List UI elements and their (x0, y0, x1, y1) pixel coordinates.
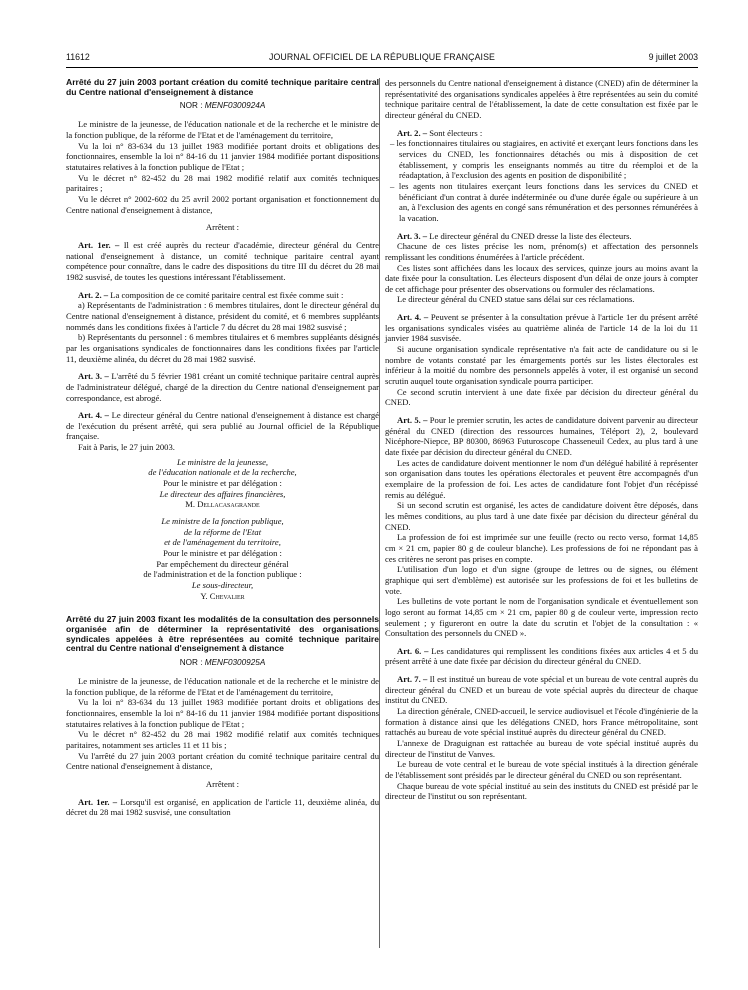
paragraph: Le ministre de la jeunesse, de l'éducation nationale et de la recherche et le ministre de la fonction publique, de la réforme de l'Etat et de l'aménagement du territoire, (66, 119, 379, 141)
paragraph: La profession de foi est imprimée sur une feuille (recto ou recto verso, format 14,85 cm × 21 cm, papier 80 g de couleur blanche). Les professions de foi ne répondant pas à ces critères ne seront pas prises en compte. (385, 532, 698, 564)
nor-reference: NOR : MENF0300924A (179, 101, 266, 111)
decree-title: Arrêté du 27 juin 2003 fixant les modalités de la consultation des personnels organisée afin de déterminer la représentativité des organisations syndicales appelées à être représentées au comité technique paritaire central du Centre national d'enseignement à distance (66, 614, 379, 654)
arrete-heading: Arrêtent : (205, 222, 240, 233)
paragraph: Vu le décret n° 82-452 du 28 mai 1982 modifié relatif aux comités techniques paritaires, notamment ses articles 11 et 11 bis ; (66, 729, 379, 750)
paragraph: L'annexe de Draguignan est rattachée au bureau de vote spécial institué auprès du directeur de l'institut de Vanves. (385, 738, 698, 759)
left-column (66, 78, 379, 818)
header-rule (66, 67, 698, 68)
article-4: Art. 4. – Peuvent se présenter à la consultation prévue à l'article 1er du présent arrêté les organisations syndicales visées au quatrième alinéa de l'article 14 de la loi du 11 janvier 1984 susvisée. (385, 312, 698, 344)
paragraph: Le directeur général du CNED statue sans délai sur ces réclamations. (397, 294, 635, 305)
paragraph: Le bureau de vote central et le bureau de vote spécial institués à la direction générale de l'établissement sont présidés par le directeur général du CNED ou son représentant. (385, 759, 698, 781)
paragraph: Chaque bureau de vote spécial institué au sein des instituts du CNED est présidé par le directeur de l'institut ou son représentant. (385, 780, 698, 802)
paragraph: a) Représentants de l'administration : 6 membres titulaires, dont le directeur général du Centre national d'enseignement à distance, président du comité, et 6 membres suppléants nommés dans les conditions fixées à l'article 7 du décret du 28 mai 1982 susvisé ; (66, 300, 379, 332)
article-1: Art. 1er. – Il est créé auprès du recteur d'académie, directeur général du Centre national d'enseignement à distance, un comité technique paritaire central ayant compétence pour connaître, dans le cadre des dispositions du titre III du décret du 28 mai 1982 susvisé, de toutes les questions intéressant l'établissement. (66, 239, 379, 282)
signature-block-1: Le ministre de la jeunesse, de l'éducation nationale et de la recherche, Pour le ministre et par délégation : Le directeur des affaires financières, M. Dellacasagrande (148, 456, 297, 510)
signature-block-2: Le ministre de la fonction publique, de la réforme de l'Etat et de l'aménagement du territoire, Pour le ministre et par délégation : Par empêchement du directeur général de l'administration et de la fonction publique : Le sous-directeur, Y. Chevalier (143, 516, 302, 601)
journal-title: JOURNAL OFFICIEL DE LA RÉPUBLIQUE FRANÇAISE (268, 52, 496, 62)
article-6: Art. 6. – Les candidatures qui remplissent les conditions fixées aux articles 4 et 5 du présent arrêté à une date fixée par décision du directeur général du CNED. (385, 645, 698, 667)
article-3: Art. 3. – Le directeur général du CNED dresse la liste des électeurs. (397, 230, 632, 241)
paragraph: Le ministre de la jeunesse, de l'éducation nationale et de la recherche et le ministre de la fonction publique, de la réforme de l'Etat et de l'aménagement du territoire, (66, 676, 379, 697)
arrete-heading: Arrêtent : (205, 778, 240, 789)
decree-title: Arrêté du 27 juin 2003 portant création du comité technique paritaire central du Centre national d'enseignement à distance (66, 77, 379, 97)
page-number: 11612 (66, 52, 90, 62)
paragraph: des personnels du Centre national d'enseignement à distance (CNED) afin de déterminer la représentativité des organisations syndicales appelées à être représentées au sein du comité technique paritaire central de l'établissement, la date de cette consultation est fixée par le directeur général du CNED. (385, 78, 698, 120)
paragraph: La direction générale, CNED-accueil, le service audiovisuel et l'école d'ingénierie de la formation à distance ainsi que les délégations CNED, hors France métropolitaine, sont rattachés au bureau de vote spécial institué auprès du directeur général du CNED. (385, 706, 698, 738)
right-column (385, 78, 698, 802)
paragraph: Vu le décret n° 82-452 du 28 mai 1982 modifié relatif aux comités techniques paritaires ; (66, 172, 379, 194)
paragraph: Ces listes sont affichées dans les locaux des services, quinze jours au moins avant la date fixée pour la consultation. Les électeurs disposent d'un délai de onze jours à compter de cet affichage pour présenter des observations ou formuler des réclamations. (385, 262, 698, 294)
article-1: Art. 1er. – Lorsqu'il est organisé, en application de l'article 11, deuxième alinéa, du décret du 28 mai 1982 susvisé, une consultation (66, 796, 379, 818)
article-3: Art. 3. – L'arrêté du 5 février 1981 créant un comité technique paritaire central auprès de l'administrateur délégué, chargé de la direction du Centre national d'enseignement par correspondance, est abrogé. (66, 371, 379, 403)
paragraph: Les bulletins de vote portant le nom de l'organisation syndicale et éventuellement son logo seront au format 14,85 cm × 21 cm, papier 80 g de couleur verte, impression recto seulement ; y figureront en outre la date du scrutin et l'objet de la consultation : « Consultation des personnels du CNED ». (385, 596, 698, 639)
paragraph: Chacune de ces listes précise les nom, prénom(s) et affectation des personnels remplissant les conditions énumérées à l'article précédent. (385, 241, 698, 262)
list-item: – les agents non titulaires exerçant leurs fonctions dans les services du CNED et bénéficiant d'un contrat à durée indéterminée ou d'une durée égale ou supérieure à un an, à l'exclusion des agents en congé sans rémunération et des personnes rémunérées à la vacation. (390, 180, 698, 223)
section-separator (66, 601, 379, 615)
paragraph: Vu la loi n° 83-634 du 13 juillet 1983 modifiée portant droits et obligations des fonctionnaires, ensemble la loi n° 84-16 du 11 janvier 1984 modifiée portant dispositions statutaires relatives à la fonction publique de l'Etat ; (66, 697, 379, 729)
nor-reference: NOR : MENF0300925A (179, 657, 266, 667)
paragraph: Ce second scrutin intervient à une date fixée par décision du directeur général du CNED. (385, 386, 698, 408)
paragraph: Les actes de candidature doivent mentionner le nom d'un délégué habilité à représenter son organisation dans toutes les opérations électorales et peuvent être accompagnés d'un exemplaire de la profession de foi. Les actes de candidature font l'objet d'un récépissé remis au délégué. (385, 457, 698, 500)
page-header (66, 52, 698, 66)
article-2: Art. 2. – Sont électeurs : (397, 127, 483, 138)
paragraph: Vu l'arrêté du 27 juin 2003 portant création du comité technique paritaire central du Centre national d'enseignement à distance, (66, 750, 379, 772)
article-7: Art. 7. – Il est institué un bureau de vote spécial et un bureau de vote central auprès du directeur général du CNED et un bureau de vote spécial auprès du directeur de chaque institut du CNED. (385, 674, 698, 706)
paragraph: L'utilisation d'un logo et d'un signe (groupe de lettres ou de signes, ou élément graphique qui sert d'emblème) est autorisée sur les professions de foi et les bulletins de vote. (385, 564, 698, 596)
paragraph: Vu la loi n° 83-634 du 13 juillet 1983 modifiée portant droits et obligations des fonctionnaires, ensemble la loi n° 84-16 du 11 janvier 1984 modifiée portant dispositions statutaires relatives à la fonction publique de l'Etat ; (66, 140, 379, 173)
article-5: Art. 5. – Pour le premier scrutin, les actes de candidature doivent parvenir au directeur général du CNED (direction des ressources humaines, Téléport 2), 2, boulevard Nicéphore-Niepce, BP 80300, 86963 Futuroscope Chasseneuil Cedex, au plus tard à une date fixée par décision du directeur général du CNED. (385, 415, 698, 457)
paragraph: Si un second scrutin est organisé, les actes de candidature doivent être déposés, dans les mêmes conditions, au plus tard à une date fixée par décision du directeur général du CNED. (385, 500, 698, 532)
signing-place-date: Fait à Paris, le 27 juin 2003. (78, 442, 175, 453)
list-item: – les fonctionnaires titulaires ou stagiaires, en activité et exerçant leurs fonctions dans les services du CNED, les fonctionnaires détachés ou mis à disposition de cet établissement, y compris les enseignants nommés au titre du réemploi et de la réadaptation, à l'exclusion des agents en position de disponibilité ; (390, 138, 698, 181)
article-2: Art. 2. – La composition de ce comité paritaire central est fixée comme suit : (78, 289, 344, 300)
paragraph: Vu le décret n° 2002-602 du 25 avril 2002 portant organisation et fonctionnement du Centre national d'enseignement à distance, (66, 194, 379, 215)
paragraph: b) Représentants du personnel : 6 membres titulaires et 6 membres suppléants désignés par les organisations syndicales de fonctionnaires dans les conditions fixées par l'article 11, deuxième alinéa, du décret du 28 mai 1982 susvisé. (66, 332, 379, 364)
paragraph: Si aucune organisation syndicale représentative n'a fait acte de candidature ou si le nombre de votants constaté par les émargements portés sur les listes électorales est inférieur à la moitié du nombre des personnels appelés à voter, il est organisé un second scrutin auquel toute organisation syndicale pourra participer. (385, 344, 698, 387)
column-divider (379, 78, 380, 948)
issue-date: 9 juillet 2003 (648, 52, 698, 62)
article-4: Art. 4. – Le directeur général du Centre national d'enseignement à distance est chargé de l'exécution du présent arrêté, qui sera publié au Journal officiel de la République française. (66, 410, 379, 442)
